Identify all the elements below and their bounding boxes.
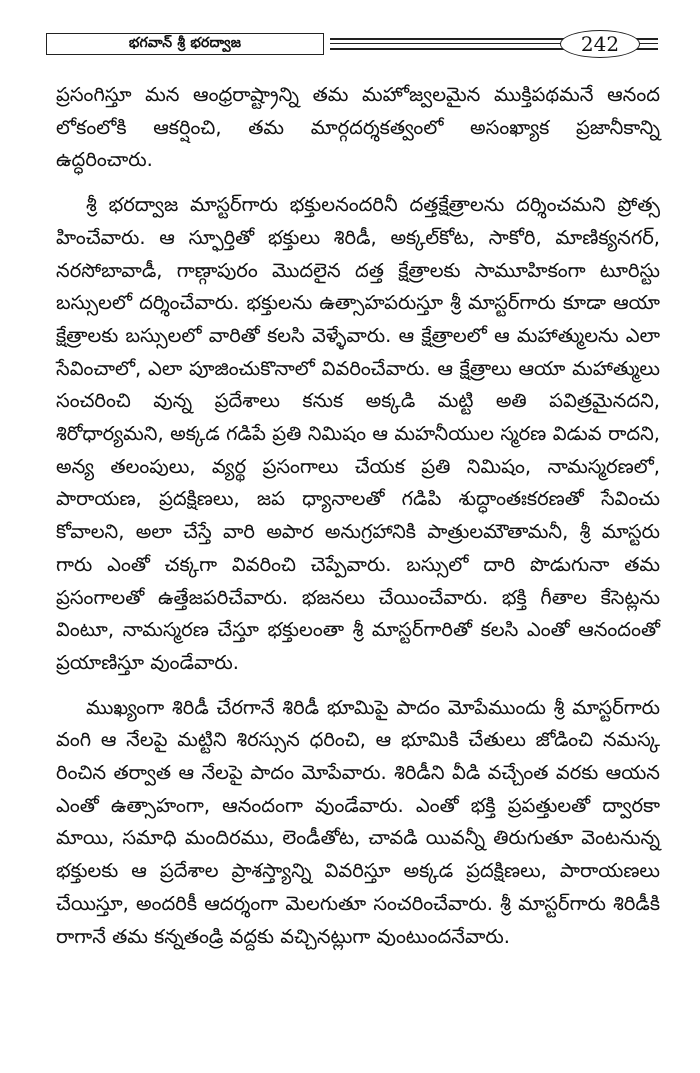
paragraph: ముఖ్యంగా శిరిడీ చేరగానే శిరిడీ భూమిపై పాదం మోపేముందు శ్రీ మాస్టర్‌గారు వంగి ఆ నేలపై మట్టిని శిరస్సున ధరించి, ఆ భూమికి చేతులు జోడించి నమస్క రించిన తర్వాత ఆ నేలపై పాదం మోపేవారు. శిరిడీని వీడి వచ్చేంత వరకు ఆయన ఎంతో ఉత్సాహంగా, ఆనందంగా వుండేవారు. ఎంతో భక్తి ప్రపత్తులతో ద్వారకా మాయి, సమాధి మందిరము, లెండీతోట, చావడి యివన్నీ తిరుగుతూ వెంటనున్న భక్తులకు ఆ ప్రదేశాల ప్రాశస్త్యాన్ని వివరిస్తూ అక్కడ ప్రదక్షిణలు, పారాయణలు చేయిస్తూ, అందరికీ ఆదర్శంగా మెలగుతూ సంచరించేవారు. శ్రీ మాస్టర్‌గారు శిరిడీకి రాగానే తమ కన్నతండ్రి వద్దకు వచ్చినట్లుగా వుంటుందనేవారు. xyxy=(56,695,660,948)
page-number: 242 xyxy=(560,30,640,58)
paragraph: ప్రసంగిస్తూ మన ఆంధ్రరాష్ట్రాన్ని తమ మహోజ్వలమైన ముక్తిపథమనే ఆనంద లోకంలోకి ఆకర్షించి, తమ మార్గదర్శకత్వంలో అసంఖ్యాక ప్రజానీకాన్ని ఉద్ధరించారు. xyxy=(56,83,660,172)
running-header xyxy=(46,30,658,58)
paragraph: శ్రీ భరద్వాజ మాస్టర్‌గారు భక్తులనందరినీ దత్తక్షేత్రాలను దర్శించమని ప్రోత్స హించేవారు. ఆ స్ఫూర్తితో భక్తులు శిరిడీ, అక్కల్‌కోట, సాకోరి, మాణిక్యనగర్, నరసోబావాడీ, గాణ్గాపురం మొదలైన దత్త క్షేత్రాలకు సామూహికంగా టూరిస్టు బస్సులలో దర్శించేవారు. భక్తులను ఉత్సాహపరుస్తూ శ్రీ మాస్టర్‌గారు కూడా ఆయా క్షేత్రాలకు బస్సులలో వారితో కలసి వెళ్ళేవారు. ఆ క్షేత్రాలలో ఆ మహాత్ములను ఎలా సేవించాలో, ఎలా పూజించుకొనాలో వివరించేవారు. ఆ క్షేత్రాలు ఆయా మహాత్ములు సంచరించి వున్న ప్రదేశాలు కనుక అక్కడి మట్టి అతి పవిత్రమైనదని, శిరోధార్యమని, అక్కడ గడిపే ప్రతి నిమిషం ఆ మహనీయుల స్మరణ విడువ రాదని, అన్య తలంపులు, వ్యర్థ ప్రసంగాలు చేయక ప్రతి నిమిషం, నామస్మరణలో, పారాయణ, ప్రదక్షిణలు, జప ధ్యానాలతో గడిపి శుద్ధాంతఃకరణతో సేవించు కోవాలని, అలా చేస్తే వారి అపార అనుగ్రహానికి పాత్రులమౌతామనీ, శ్రీ మాస్టరు గారు ఎంతో చక్కగా వివరించి చెప్పేవారు. బస్సులో దారి పొడుగునా తమ ప్రసంగాలతో ఉత్తేజపరిచేవారు. భజనలు చేయించేవారు. భక్తి గీతాల కేసెట్లను వింటూ, నామస్మరణ చేస్తూ భక్తులంతా శ్రీ మాస్టర్‌గారితో కలసి ఎంతో ఆనందంతో ప్రయాణిస్తూ వుండేవారు. xyxy=(56,193,660,674)
book-title: భగవాన్ శ్రీ భరద్వాజ xyxy=(46,33,324,55)
page-body xyxy=(56,79,660,965)
